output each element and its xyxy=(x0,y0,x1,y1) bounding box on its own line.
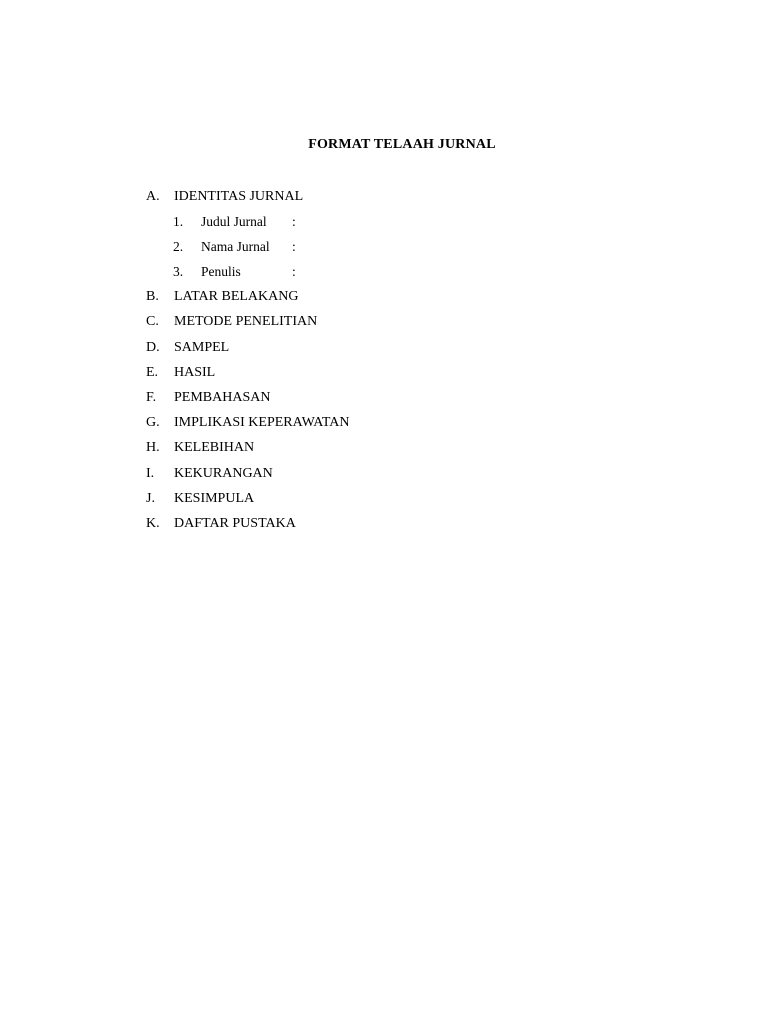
section-outline xyxy=(146,187,566,539)
section-letter: C. xyxy=(146,314,159,330)
item-number: 3. xyxy=(173,264,184,280)
section-e xyxy=(146,363,566,388)
section-d xyxy=(146,338,566,363)
item-number: 2. xyxy=(173,239,184,255)
section-letter: H. xyxy=(146,440,160,456)
section-f xyxy=(146,388,566,413)
section-label: METODE PENELITIAN xyxy=(174,314,318,330)
section-letter: F. xyxy=(146,389,157,405)
section-label: PEMBAHASAN xyxy=(174,389,271,405)
section-g xyxy=(146,413,566,438)
section-letter: A. xyxy=(146,189,160,204)
identity-item-3 xyxy=(146,262,566,287)
identity-item-2 xyxy=(146,237,566,262)
section-c xyxy=(146,312,566,337)
section-letter: D. xyxy=(146,339,160,355)
section-letter: G. xyxy=(146,415,160,431)
item-label: Judul Jurnal xyxy=(201,214,267,230)
section-b xyxy=(146,287,566,312)
section-letter: E. xyxy=(146,364,159,380)
section-label: HASIL xyxy=(174,364,216,380)
item-colon: : xyxy=(292,239,296,255)
section-h xyxy=(146,438,566,463)
section-k xyxy=(146,514,566,539)
item-colon: : xyxy=(292,214,296,230)
section-label: KELEBIHAN xyxy=(174,440,255,456)
section-a xyxy=(146,187,566,212)
section-label: IMPLIKASI KEPERAWATAN xyxy=(174,415,350,431)
section-letter: I. xyxy=(146,465,155,481)
section-label: DAFTAR PUSTAKA xyxy=(174,515,296,531)
section-label: LATAR BELAKANG xyxy=(174,289,299,305)
section-letter: J. xyxy=(146,490,155,506)
section-letter: B. xyxy=(146,289,159,305)
identity-item-1 xyxy=(146,212,566,237)
section-label: KEKURANGAN xyxy=(174,465,273,481)
section-label: SAMPEL xyxy=(174,339,230,355)
item-label: Penulis xyxy=(201,264,241,280)
section-letter: K. xyxy=(146,515,160,531)
document-title: FORMAT TELAAH JURNAL xyxy=(308,137,496,152)
item-number: 1. xyxy=(173,214,184,230)
section-i xyxy=(146,464,566,489)
section-label: KESIMPULA xyxy=(174,490,255,506)
item-label: Nama Jurnal xyxy=(201,239,270,255)
item-colon: : xyxy=(292,264,296,280)
section-label: IDENTITAS JURNAL xyxy=(174,189,304,204)
section-j xyxy=(146,489,566,514)
